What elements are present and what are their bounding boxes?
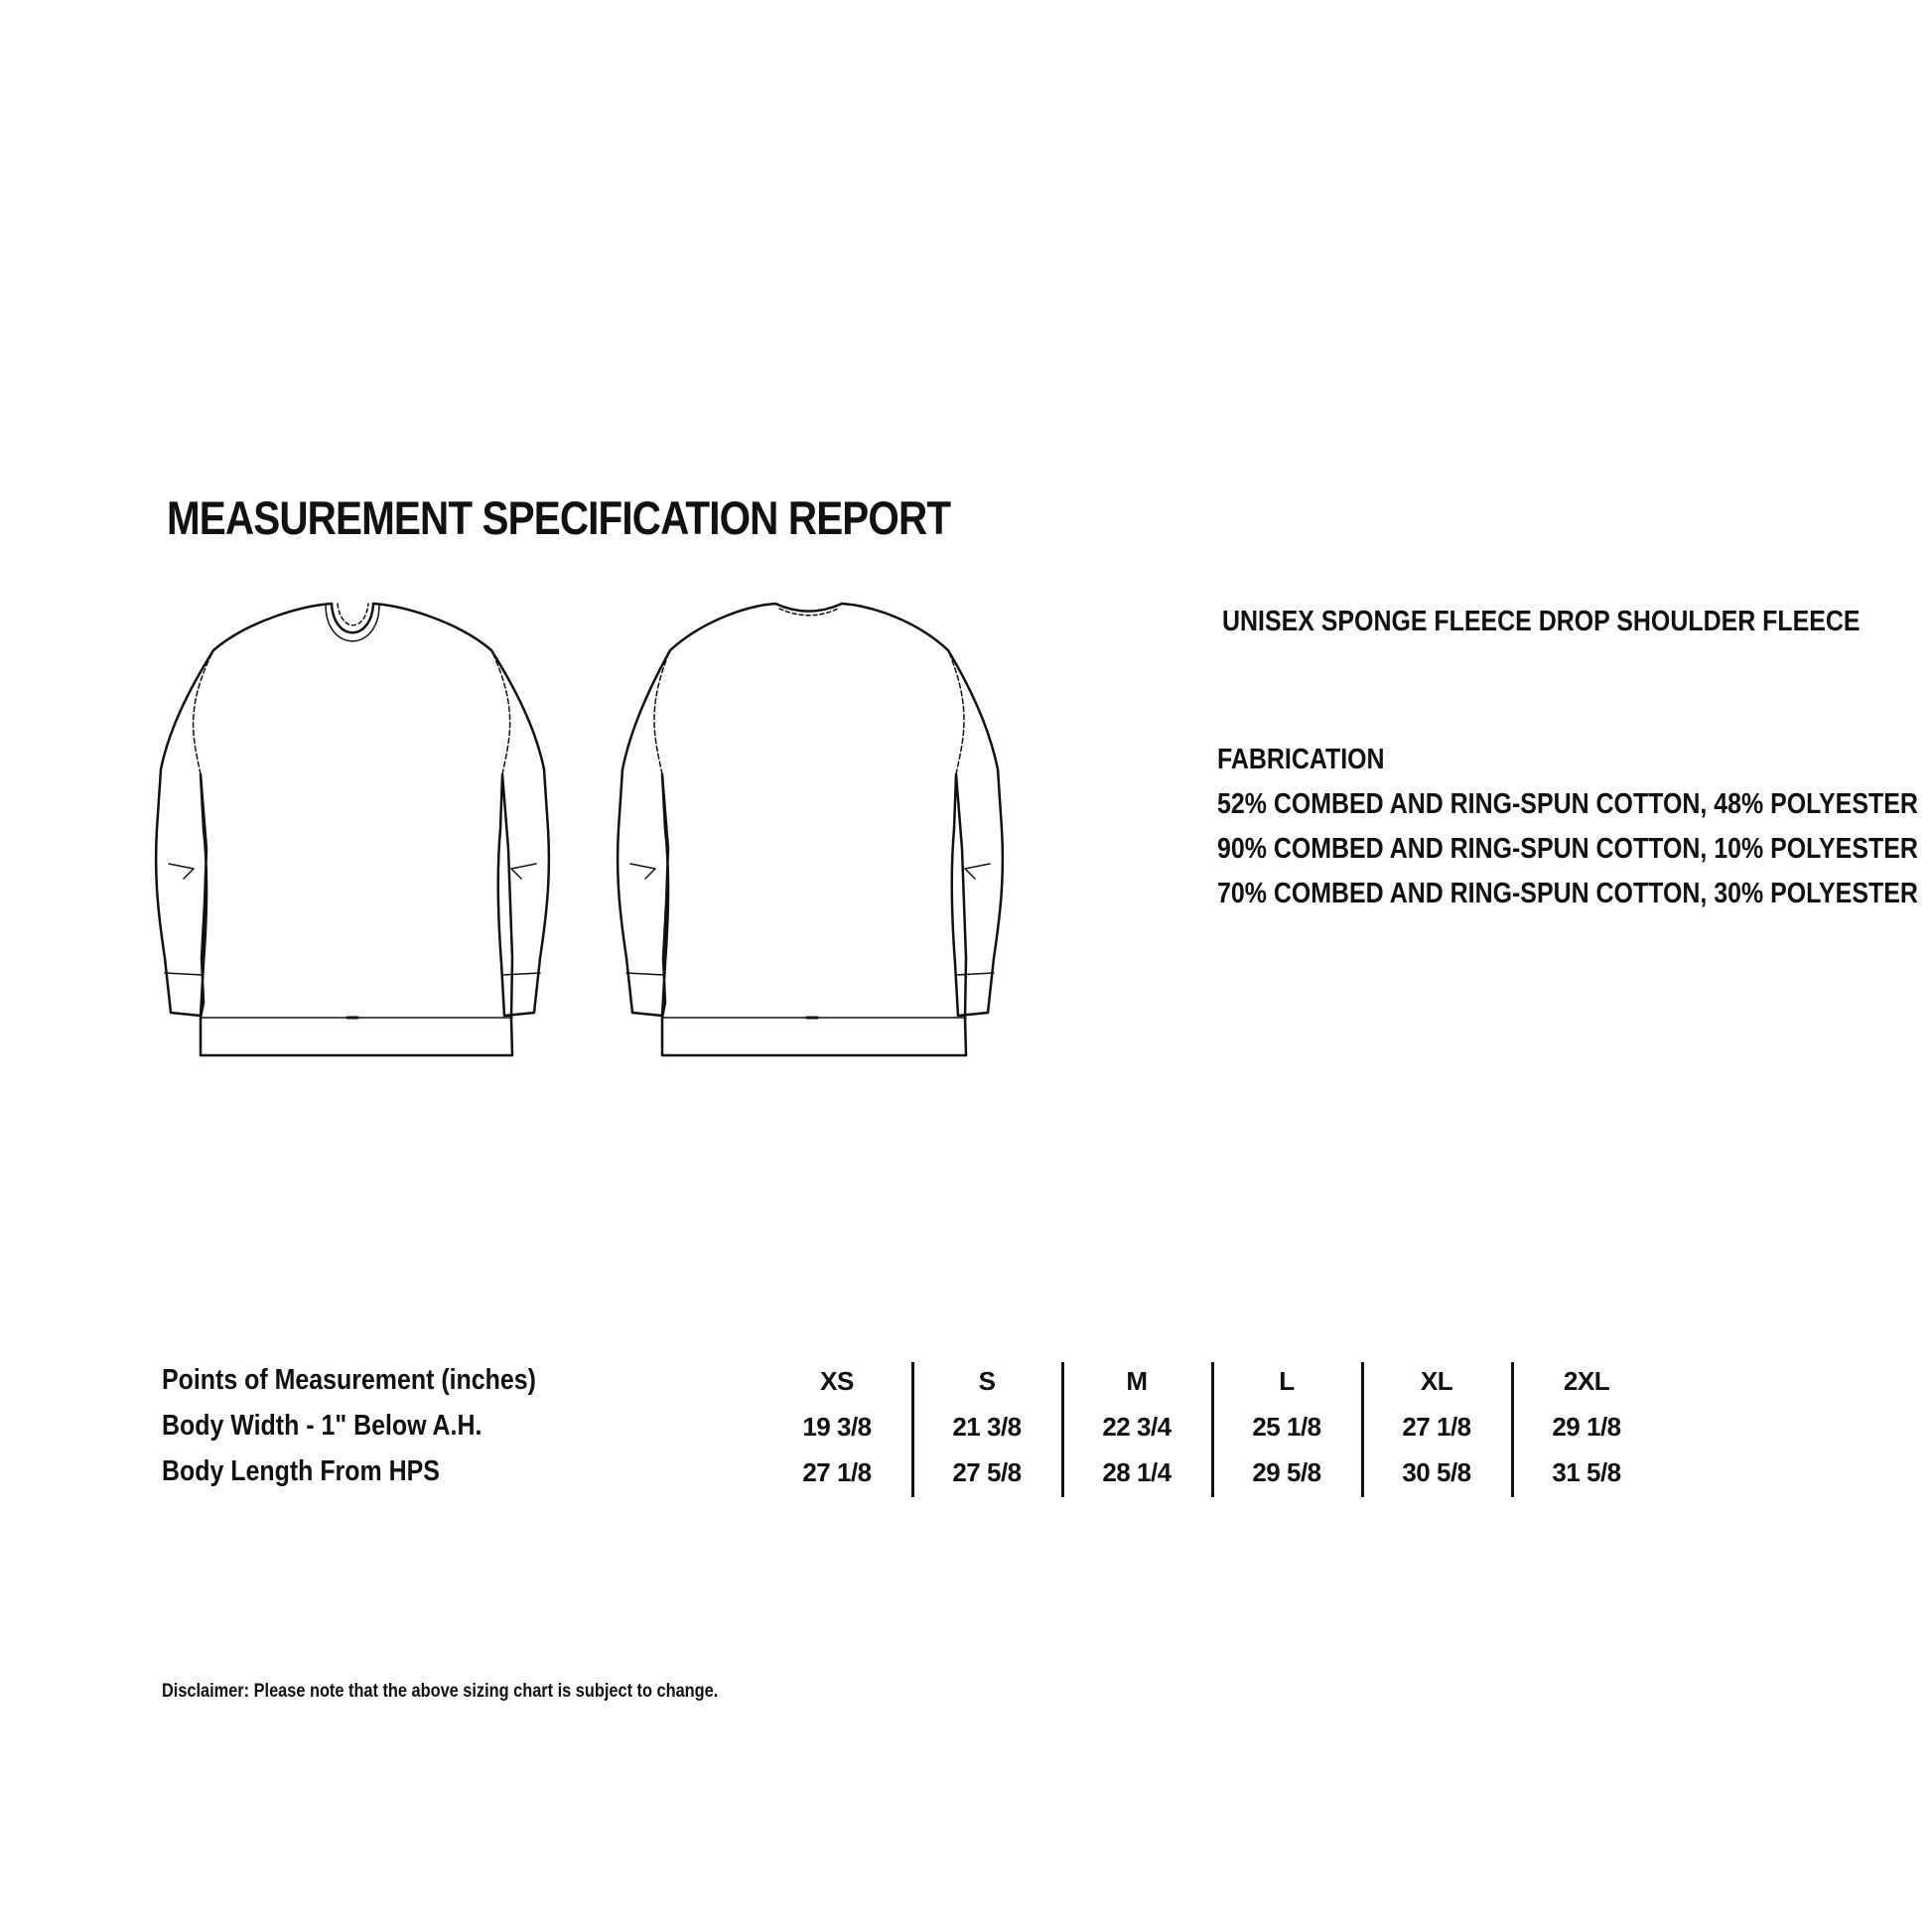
table-cell: 19 3/8 xyxy=(802,1412,872,1442)
column-divider xyxy=(1211,1362,1214,1497)
disclaimer-text: Disclaimer: Please note that the above sizing chart is subject to change. xyxy=(162,1681,719,1702)
size-header-l: L xyxy=(1279,1366,1295,1396)
column-divider xyxy=(1061,1362,1064,1497)
table-cell: 28 1/4 xyxy=(1102,1457,1172,1487)
row-label-body-length: Body Length From HPS xyxy=(162,1455,440,1487)
size-header-xl: XL xyxy=(1420,1366,1453,1396)
product-name: UNISEX SPONGE FLEECE DROP SHOULDER FLEECE xyxy=(1222,606,1861,637)
report-title: MEASUREMENT SPECIFICATION REPORT xyxy=(167,491,951,544)
row-label-body-width: Body Width - 1" Below A.H. xyxy=(162,1410,483,1442)
size-header-2xl: 2XL xyxy=(1563,1366,1610,1396)
column-divider xyxy=(1361,1362,1364,1497)
column-divider xyxy=(1511,1362,1514,1497)
fabrication-line: 52% COMBED AND RING-SPUN COTTON, 48% POLYESTER xyxy=(1217,788,1918,820)
fabrication-heading: FABRICATION xyxy=(1217,744,1385,775)
table-cell: 31 5/8 xyxy=(1552,1457,1621,1487)
size-chart-header-label: Points of Measurement (inches) xyxy=(162,1364,536,1396)
table-cell: 22 3/4 xyxy=(1102,1412,1172,1442)
fabrication-line: 90% COMBED AND RING-SPUN COTTON, 10% POLYESTER xyxy=(1217,833,1918,865)
table-cell: 27 1/8 xyxy=(802,1457,872,1487)
fabrication-block xyxy=(1217,738,1918,916)
garment-illustrations xyxy=(139,581,1132,1097)
table-cell: 27 1/8 xyxy=(1402,1412,1471,1442)
table-cell: 27 5/8 xyxy=(952,1457,1022,1487)
table-cell: 29 1/8 xyxy=(1552,1412,1621,1442)
sweatshirt-front-icon xyxy=(156,604,549,1055)
table-cell: 25 1/8 xyxy=(1252,1412,1321,1442)
table-cell: 21 3/8 xyxy=(952,1412,1022,1442)
table-cell: 30 5/8 xyxy=(1402,1457,1471,1487)
fabrication-line: 70% COMBED AND RING-SPUN COTTON, 30% POLYESTER xyxy=(1217,878,1918,909)
size-chart xyxy=(162,1360,1671,1504)
table-cell: 29 5/8 xyxy=(1252,1457,1321,1487)
size-header-s: S xyxy=(978,1366,996,1396)
column-divider xyxy=(911,1362,914,1497)
size-header-m: M xyxy=(1126,1366,1148,1396)
sweatshirt-back-icon xyxy=(618,604,1003,1055)
size-header-xs: XS xyxy=(820,1366,854,1396)
